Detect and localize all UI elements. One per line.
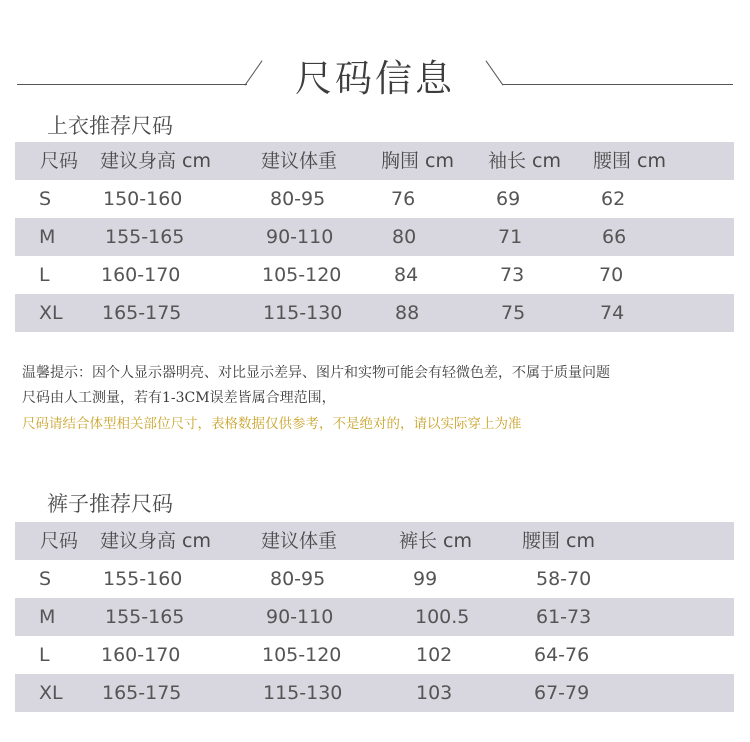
cell-waist: 61-73 [536,606,592,628]
cell-waist: 58-70 [536,568,592,590]
cell-pants-length: 102 [416,644,453,666]
cell-chest: 84 [394,264,419,286]
tops-section-title: 上衣推荐尺码 [47,114,173,138]
table-row [15,294,734,332]
cell-waist: 66 [602,226,627,248]
header-height: 建议身高 cm [100,150,211,172]
cell-weight: 90-110 [266,226,334,248]
header-pants-length: 裤长 cm [399,530,472,552]
cell-size: M [39,226,56,248]
cell-waist: 74 [600,302,625,324]
cell-waist: 62 [601,188,626,210]
cell-chest: 88 [395,302,420,324]
header-size: 尺码 [40,150,79,172]
cell-height: 165-175 [102,302,182,324]
cell-waist: 67-79 [534,682,590,704]
cell-height: 160-170 [101,644,181,666]
note-reference-only: 尺码请结合体型相关部位尺寸，表格数据仅供参考，不是绝对的，请以实际穿上为准 [22,416,522,432]
cell-height: 160-170 [101,264,181,286]
cell-sleeve: 69 [496,188,521,210]
table-row [15,598,734,636]
cell-sleeve: 75 [501,302,526,324]
cell-weight: 105-120 [262,644,342,666]
header-chest: 胸围 cm [381,150,454,172]
header-weight: 建议体重 [261,150,338,172]
header-waist: 腰围 cm [593,150,666,172]
table-header-row [15,142,734,180]
cell-size: M [39,606,56,628]
pants-size-table [15,522,734,712]
cell-height: 155-165 [105,606,185,628]
cell-sleeve: 71 [498,226,523,248]
cell-chest: 76 [391,188,416,210]
cell-size: S [39,188,52,210]
cell-size: XL [39,682,63,704]
tops-size-table [15,142,734,332]
note-measurement-tolerance: 尺码由人工测量，若有1-3CM误差皆属合理范围， [22,390,336,406]
cell-weight: 90-110 [266,606,334,628]
page-title-block [0,40,750,100]
cell-waist: 70 [599,264,624,286]
table-row [15,256,734,294]
cell-waist: 64-76 [534,644,590,666]
cell-height: 155-165 [105,226,185,248]
cell-size: L [39,264,50,286]
table-row [15,560,734,598]
cell-weight: 105-120 [262,264,342,286]
table-row [15,674,734,712]
table-row [15,636,734,674]
note-color-disclaimer: 温馨提示：因个人显示器明亮、对比显示差异、图片和实物可能会有轻微色差，不属于质量问题 [22,365,610,381]
cell-weight: 80-95 [270,188,326,210]
cell-weight: 115-130 [263,302,343,324]
header-size: 尺码 [40,530,79,552]
cell-size: XL [39,302,63,324]
pants-section-title: 裤子推荐尺码 [47,492,173,516]
header-waist: 腰围 cm [522,530,595,552]
cell-size: L [39,644,50,666]
cell-pants-length: 103 [416,682,453,704]
title-right-rule [503,84,733,85]
cell-height: 150-160 [103,188,183,210]
cell-pants-length: 99 [413,568,438,590]
cell-weight: 115-130 [263,682,343,704]
page-title: 尺码信息 [295,57,455,100]
header-weight: 建议体重 [261,530,338,552]
header-sleeve: 袖长 cm [488,150,561,172]
cell-height: 165-175 [102,682,182,704]
header-height: 建议身高 cm [100,530,211,552]
table-header-row [15,522,734,560]
cell-chest: 80 [392,226,417,248]
cell-sleeve: 73 [500,264,525,286]
cell-size: S [39,568,52,590]
cell-weight: 80-95 [270,568,326,590]
table-row [15,218,734,256]
table-row [15,180,734,218]
cell-height: 155-160 [103,568,183,590]
cell-pants-length: 100.5 [415,606,470,628]
